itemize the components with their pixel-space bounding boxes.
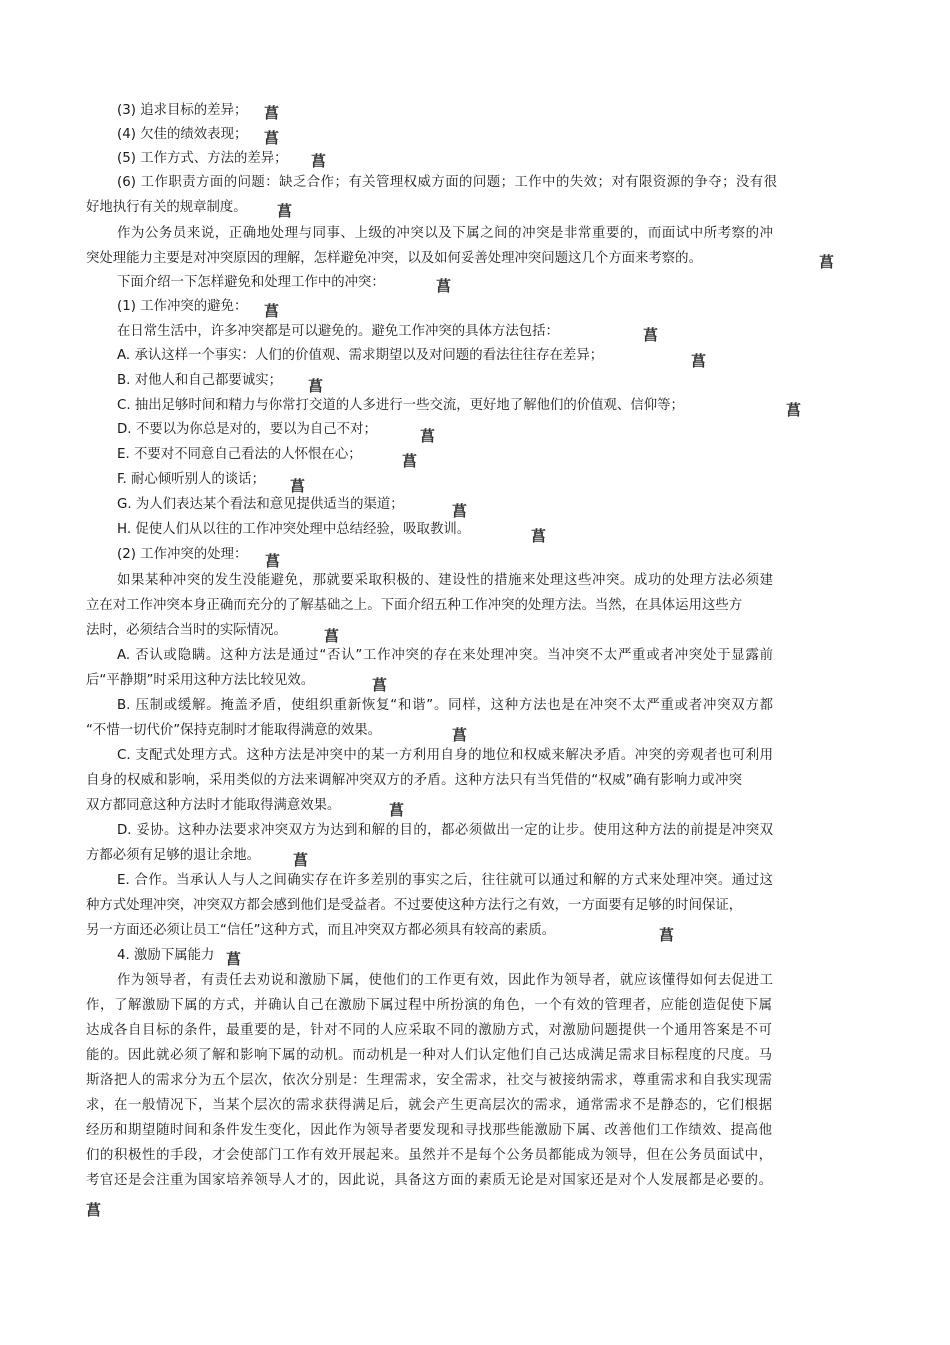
text-line: 后“平静期”时采用这种方法比较见效。 [86,673,315,688]
watermark-glyph: 菖 [643,326,659,344]
watermark-glyph: 菖 [308,377,324,395]
text-line: 好地执行有关的规章制度。 [86,200,247,215]
watermark-glyph: 菖 [402,452,418,470]
text-line: 经历和期望随时间和条件发生变化，因此作为领导者要发现和寻找那些能激励下属、改善他们工作绩效、提高他 [86,1123,772,1138]
text-line: 下面介绍一下怎样避免和处理工作中的冲突： [117,275,385,290]
text-line: G. 为人们表达某个看法和意见提供适当的渠道； [117,497,404,512]
text-line: 作为领导者，有责任去劝说和激励下属，使他们的工作更有效，因此作为领导者，就应该懂得如何去促进工 [117,973,773,988]
watermark-glyph: 菖 [372,676,388,694]
text-line: B. 对他人和自己都要诚实； [117,373,282,388]
watermark-glyph: 菖 [265,552,281,570]
watermark-glyph: 菖 [324,627,340,645]
text-line: F. 耐心倾听别人的谈话； [117,472,265,487]
watermark-glyph: 菖 [452,726,468,744]
watermark-glyph: 菖 [264,129,280,147]
text-line: 求，在一般情况下，当某个层次的需求获得满足后，就会产生更高层次的需求，通常需求不是静态的，它们根据 [86,1098,772,1113]
text-line: C. 支配式处理方式。这种方法是冲突中的某一方利用自身的地位和权威来解决矛盾。冲突的旁观者也可利用 [117,748,773,763]
watermark-glyph: 菖 [277,202,293,220]
text-line: 如果某种冲突的发生没能避免，那就要采取积极的、建设性的措施来处理这些冲突。成功的处理方法必须建 [117,573,773,588]
text-line: 双方都同意这种方法时才能取得满意效果。 [86,798,341,813]
text-line: 能的。因此就必须了解和影响下属的动机。而动机是一种对人们认定他们自己达成满足需求目标程度的尺度。马 [86,1048,772,1063]
text-line: (2) 工作冲突的处理： [117,547,248,562]
watermark-glyph: 菖 [389,801,405,819]
text-line: E. 合作。当承认人与人之间确实存在许多差别的事实之后，往往就可以通过和解的方式来处理冲突。通过这 [117,873,773,888]
text-line: 立在对工作冲突本身正确而充分的了解基础之上。下面介绍五种工作冲突的处理方法。当然，在具体运用这些方 [86,598,742,613]
text-line: D. 妥协。这种办法要求冲突双方为达到和解的目的，都必须做出一定的让步。使用这种方法的前提是冲突双 [117,823,773,838]
text-line: 另一方面还必须让员工“信任”这种方式，而且冲突双方都必须具有较高的素质。 [86,923,556,938]
text-line: A. 否认或隐瞒。这种方法是通过“否认”工作冲突的存在来处理冲突。当冲突不太严重或者冲突处于显露前 [117,648,773,663]
text-line: 作为公务员来说，正确地处理与同事、上级的冲突以及下属之间的冲突是非常重要的，而面试中所考察的冲 [117,226,773,241]
text-line: H. 促使人们从以往的工作冲突处理中总结经验，吸取教训。 [117,522,471,537]
text-line: (1) 工作冲突的避免： [117,299,248,314]
text-line: “不惜一切代价”保持克制时才能取得满意的效果。 [86,723,382,738]
watermark-glyph: 菖 [659,926,675,944]
text-line: 斯洛把人的需求分为五个层次，依次分别是：生理需求，安全需求，社交与被接纳需求，尊重需求和自我实现需 [86,1073,772,1088]
text-line: 作，了解激励下属的方式，并确认自己在激励下属过程中所扮演的角色，一个有效的管理者，应能创造促使下属 [86,998,772,1013]
watermark-glyph: 菖 [819,253,835,271]
text-line: 4. 激励下属能力 [117,948,215,963]
text-line: 方都必须有足够的退让余地。 [86,848,261,863]
text-line: 达成各自目标的条件，最重要的是，针对不同的人应采取不同的激励方式，对激励问题提供一个通用答案是不可 [86,1023,772,1038]
text-line: 种方式处理冲突，冲突双方都会感到他们是受益者。不过要使这种方法行之有效，一方面要有足够的时间保证， [86,898,742,913]
text-line: B. 压制或缓解。掩盖矛盾，使组织重新恢复“和谐”。同样，这种方法也是在冲突不太严重或者冲突双方都 [117,698,773,713]
watermark-glyph: 菖 [293,851,309,869]
watermark-glyph: 菖 [786,401,802,419]
text-line: 法时，必须结合当时的实际情况。 [86,623,287,638]
text-line: 们的积极性的手段，才会使部门工作有效开展起来。虽然并不是每个公务员都能成为领导，但在公务员面试中， [86,1148,772,1163]
watermark-glyph: 菖 [531,527,547,545]
text-line: 考官还是会注重为国家培养领导人才的，因此说，具备这方面的素质无论是对国家还是对个人发展都是必要的。 [86,1173,772,1188]
watermark-glyph: 菖 [264,104,280,122]
watermark-glyph: 菖 [264,302,280,320]
text-line: 在日常生活中，许多冲突都是可以避免的。避免工作冲突的具体方法包括： [117,324,559,339]
watermark-glyph: 菖 [691,352,707,370]
text-line: (3) 追求目标的差异； [117,103,248,118]
watermark-glyph: 菖 [86,1201,102,1219]
watermark-glyph: 菖 [452,502,468,520]
text-line: A. 承认这样一个事实：人们的价值观、需求期望以及对问题的看法往往存在差异； [117,348,604,363]
watermark-glyph: 菖 [436,277,452,295]
text-line: (6) 工作职责方面的问题：缺乏合作；有关管理权威方面的问题；工作中的失效；对有限资源的争夺；没有很 [117,175,777,190]
text-line: 自身的权威和影响，采用类似的方法来调解冲突双方的矛盾。这种方法只有当凭借的“权威”确有影响力或冲突 [86,773,742,788]
text-line: D. 不要以为你总是对的，要以为自己不对； [117,422,377,437]
text-line: E. 不要对不同意自己看法的人怀恨在心； [117,447,362,462]
text-line: (4) 欠佳的绩效表现； [117,127,248,142]
watermark-glyph: 菖 [311,152,327,170]
watermark-glyph: 菖 [226,950,242,968]
watermark-glyph: 菖 [420,427,436,445]
watermark-glyph: 菖 [290,477,306,495]
text-line: C. 抽出足够时间和精力与你常打交道的人多进行一些交流，更好地了解他们的价值观、信仰等； [117,398,684,413]
text-line: (5) 工作方式、方法的差异； [117,151,288,166]
text-line: 突处理能力主要是对冲突原因的理解，怎样避免冲突，以及如何妥善处理冲突问题这几个方面来考察的。 [86,251,702,266]
